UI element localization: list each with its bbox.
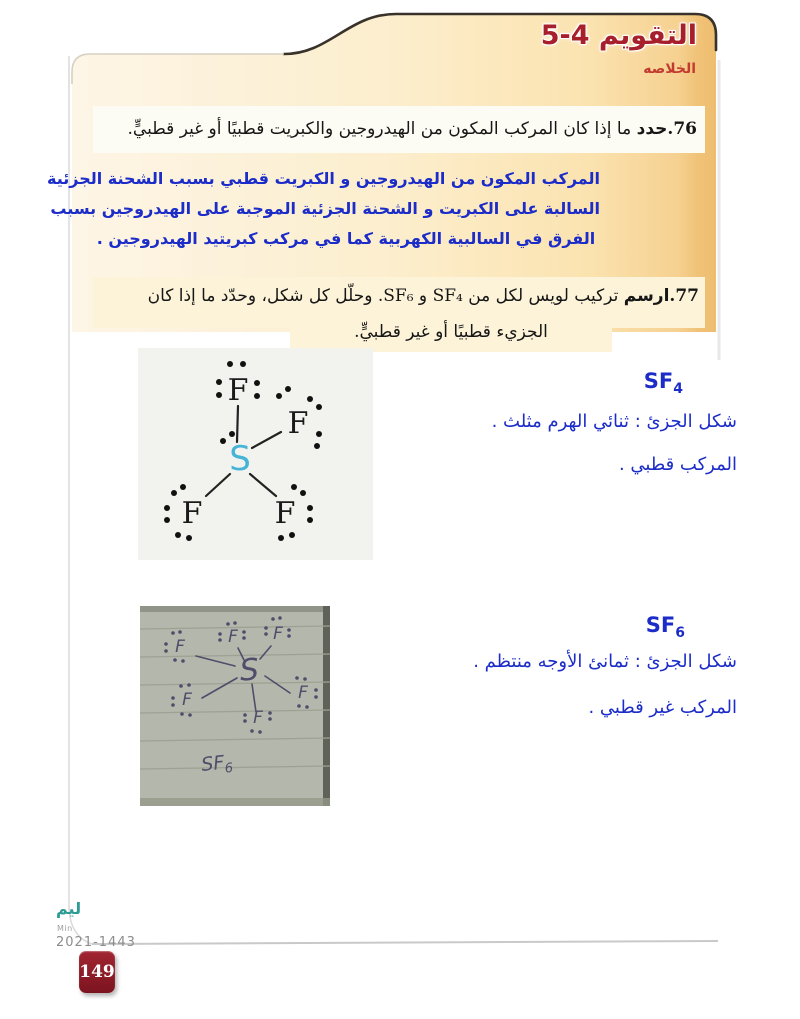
sf6-atom-f-right: F [298, 683, 308, 703]
sf6-atom-f-top: F [228, 627, 238, 647]
sf4-atom-s-central: S [229, 439, 251, 479]
sf4-shape-text: شكل الجزئ : ثنائي الهرم مثلث . [491, 411, 737, 432]
sf6-atom-f-bottom: F [253, 708, 263, 728]
sf4-atom-f-upper-right: F [287, 406, 309, 441]
page-title: التقويم 4-5 [540, 20, 697, 51]
question-76-body: ما إذا كان المركب المكون من الهيدروجين والكبريت قطبيًا أو غير قطبيٍّ. [127, 119, 637, 139]
question-77-box-line2 [290, 312, 612, 352]
question-77-number: 77.ارسم [623, 286, 699, 306]
question-76-text [93, 106, 705, 153]
sf6-caption-base: SF [200, 751, 226, 776]
sf6-photo-bottom-edge [140, 798, 330, 806]
page-number-badge: 149 [79, 951, 115, 993]
sf6-atom-f-left-upper: F [175, 637, 185, 657]
answer-76-line2: السالبة على الكبريت و الشحنة الجزئية الموجبة على الهيدروجين بسبب [50, 199, 600, 218]
sf4-atom-f-bottom-left: F [181, 496, 203, 531]
sf6-polarity-text: المركب غير قطبي . [588, 697, 737, 718]
sf6-photo-right-edge [323, 606, 330, 806]
sf4-diagram-background [138, 348, 373, 560]
sf4-atom-f-bottom-right: F [274, 496, 296, 531]
sf6-photo-top-edge [140, 606, 330, 612]
sf4-polarity-text: المركب قطبي . [618, 454, 737, 475]
sf6-formula-subscript: 6 [675, 625, 685, 642]
sf6-formula-base: SF [645, 613, 676, 637]
question-77-line2: الجزيء قطبيًا أو غير قطبيٍّ. [354, 322, 548, 342]
sf4-lewis-diagram [138, 348, 373, 560]
answer-76-line1: المركب المكون من الهيدروجين و الكبريت قطبي بسبب الشحنة الجزئية [47, 169, 600, 188]
edition-year-text: 2021-1443 [56, 935, 136, 950]
sf6-atom-f-top-right: F [273, 624, 283, 644]
question-77-body: تركيب لويس لكل من SF₄ و SF₆. وحلّل كل شكل، وحدّد ما إذا كان [147, 286, 624, 306]
question-77-line1 [93, 277, 705, 315]
sf4-formula-label [644, 369, 683, 397]
sf4-formula-base: SF [643, 369, 674, 393]
sf6-atom-f-left-lower: F [182, 690, 192, 710]
sf6-handdrawn-photo [140, 606, 330, 806]
page-subtitle: الخلاصه [643, 61, 696, 77]
answer-76 [47, 164, 600, 254]
answer-76-line3: الفرق في السالبية الكهربية كما في مركب كبريتيد الهيدروجين . [96, 229, 596, 248]
ministry-text: Min [57, 924, 73, 933]
ministry-logo: ليم [56, 899, 82, 918]
sf6-formula-label [646, 613, 685, 641]
sf4-formula-subscript: 4 [673, 381, 683, 398]
sf4-atom-f-top: F [227, 373, 249, 408]
sf6-atom-s-central: S [238, 652, 261, 689]
question-76-box [93, 106, 705, 153]
question-76-number: 76.حدد [636, 119, 697, 139]
sf6-caption-subscript: 6 [224, 760, 234, 777]
sf6-shape-text: شكل الجزئ : ثمانئ الأوجه منتظم . [473, 651, 737, 672]
page-curl-line [92, 941, 718, 944]
